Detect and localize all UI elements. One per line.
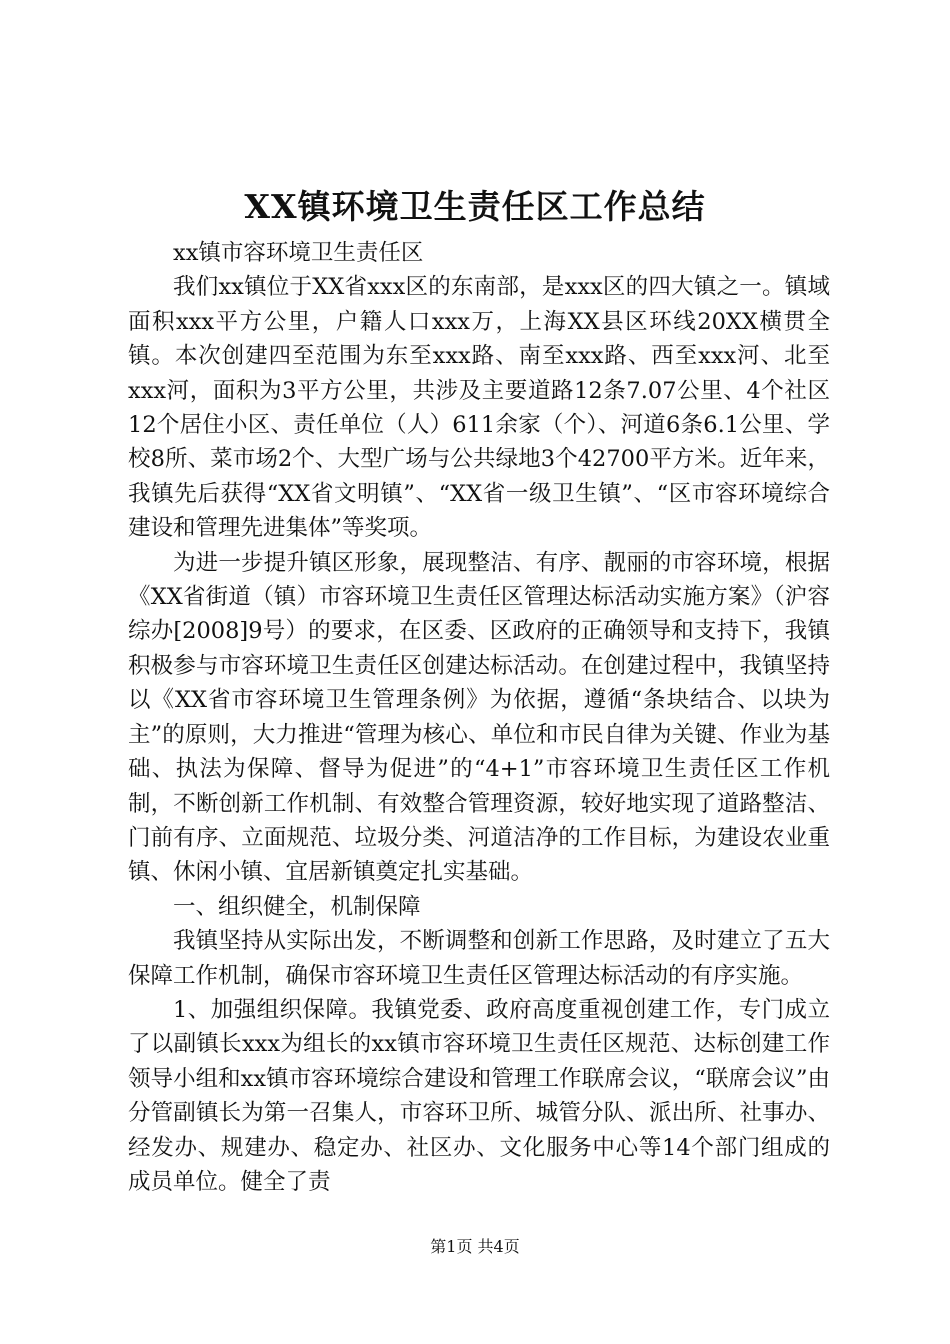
paragraph-background: 为进一步提升镇区形象，展现整洁、有序、靓丽的市容环境，根据《XX省街道（镇）市容环境卫生责任区管理达标活动实施方案》（沪容综办[2008]9号）的要求，在区委、区政府的正确领导和支持下，我镇积极参与市容环境卫生责任区创建达标活动。在创建过程中，我镇坚持以《XX省市容环境卫生管理条例》为依据，遵循“条块结合、以块为主”的原则，大力推进“管理为核心、单位和市民自律为关键、作业为基础、执法为保障、督导为促进”的“4+1”市容环境卫生责任区工作机制，不断创新工作机制、有效整合管理资源，较好地实现了道路整洁、门前有序、立面规范、垃圾分类、河道洁净的工作目标，为建设农业重镇、休闲小镇、宜居新镇奠定扎实基础。 (128, 549, 830, 886)
document-title: XX镇环境卫生责任区工作总结 (244, 187, 706, 226)
paragraph-intro: 我们xx镇位于XX省xxx区的东南部，是xxx区的四大镇之一。镇域面积xxx平方公里，户籍人口xxx万，上海XX县区环线20XX横贯全镇。本次创建四至范围为东至xxx路、南至xxx路、西至xxx河、北至xxx河，面积为3平方公里，共涉及主要道路12条7.07公里、4个社区12个居住小区、责任单位（人）611余家（个）、河道6条6.1公里、学校8所、菜市场2个、大型广场与公共绿地3个42700平方米。近年来，我镇先后获得“XX省文明镇”、“XX省一级卫生镇”、“区市容环境综合建设和管理先进集体”等奖项。 (128, 274, 830, 542)
page-footer: 第1页 共4页 (430, 1237, 520, 1256)
section-heading: 一、组织健全，机制保障 (173, 893, 421, 920)
paragraph-organization: 1、加强组织保障。我镇党委、政府高度重视创建工作，专门成立了以副镇长xxx为组长的xx镇市容环境卫生责任区规范、达标创建工作领导小组和xx镇市容环境综合建设和管理工作联席会议，“联席会议”由分管副镇长为第一召集人，市容环卫所、城管分队、派出所、社事办、经发办、规建办、稳定办、社区办、文化服务中心等14个部门组成的成员单位。健全了责 (128, 996, 830, 1195)
paragraph-subtitle: xx镇市容环境卫生责任区 (173, 240, 424, 266)
document-body (128, 236, 830, 1199)
paragraph-mechanism: 我镇坚持从实际出发，不断调整和创新工作思路，及时建立了五大保障工作机制，确保市容环境卫生责任区管理达标活动的有序实施。 (128, 928, 830, 989)
